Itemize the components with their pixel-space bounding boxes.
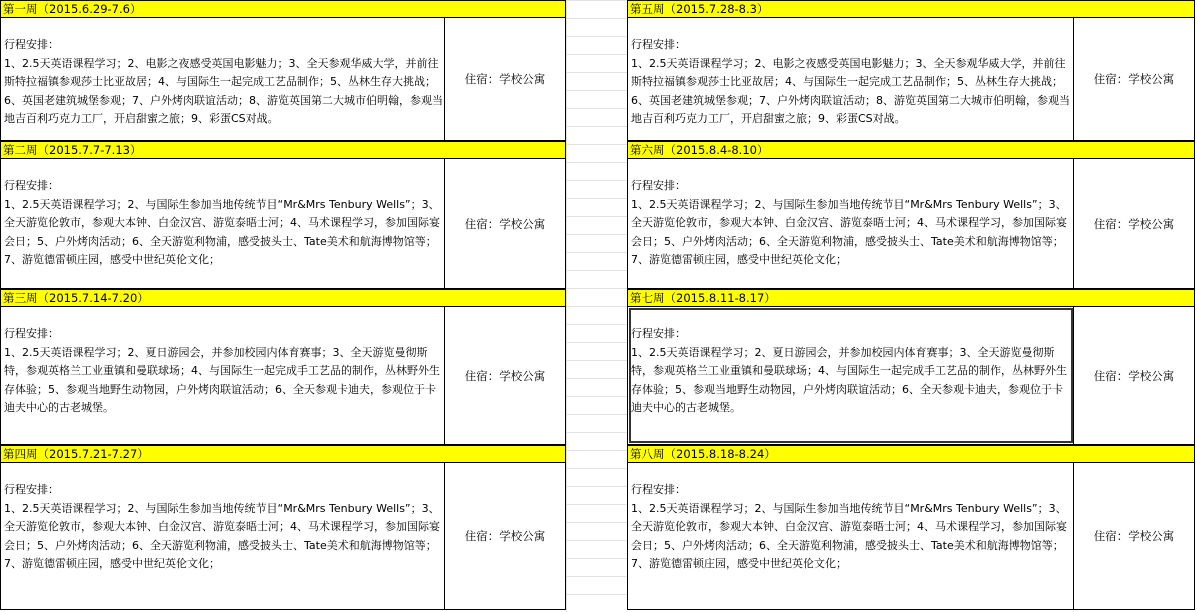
lodging-text: 住宿：学校公寓: [1093, 216, 1175, 231]
schedule-text: 1、2.5天英语课程学习；2、夏日游园会，并参加校园内体育赛事；3、全天游览曼彻斯特，参观英格兰工业重镇和曼联球场；4、与国际生一起完成手工艺品的制作，丛林野外生存体验；5、参观当地野生动物园，户外烤肉联谊活动；6、全天参观卡迪夫，参观位于卡迪夫中心的古老城堡。: [631, 345, 1067, 414]
week-block-4: [0, 445, 566, 610]
schedule-text: 1、2.5天英语课程学习；2、与国际生参加当地传统节目“Mr&Mrs Tenbury Wells”；3、全天游览伦敦市，参观大本钟、白金汉宫、游览泰晤士河；4、马术课程学习，参加国际宴会日；5、户外烤肉活动；6、全天游览利物浦，感受披头士、Tate美术和航海博物馆等；7、游览德雷顿庄园，感受中世纪英伦文化；: [4, 197, 440, 266]
schedule-text: 1、2.5天英语课程学习；2、与国际生参加当地传统节目“Mr&Mrs Tenbury Wells”；3、全天游览伦敦市，参观大本钟、白金汉宫、游览泰晤士河；4、马术课程学习，参加国际宴会日；5、户外烤肉活动；6、全天游览利物浦，感受披头士、Tate美术和航海博物馆等；7、游览德雷顿庄园，感受中世纪英伦文化；: [631, 501, 1067, 570]
lodging-cell[interactable]: [1074, 307, 1194, 444]
lodging-cell[interactable]: [1074, 463, 1194, 609]
schedule-text: 1、2.5天英语课程学习；2、电影之夜感受英国电影魅力；3、全天参观华威大学，并前往斯特拉福镇参观莎士比亚故居；4、与国际生一起完成工艺品制作；5、丛林生存大挑战；6、英国老建筑城堡参观；7、户外烤肉联谊活动；8、游览英国第二大城市伯明翰，参观当地吉百利巧克力工厂，开启甜蜜之旅；9、彩蛋CS对战。: [631, 56, 1070, 125]
schedule-cell-selected[interactable]: [628, 307, 1074, 444]
week-header[interactable]: 第八周（2015.8.18-8.24）: [627, 445, 1195, 462]
week-block-1: [0, 0, 566, 141]
schedule-text: 1、2.5天英语课程学习；2、与国际生参加当地传统节目“Mr&Mrs Tenbury Wells”；3、全天游览伦敦市，参观大本钟、白金汉宫、游览泰晤士河；4、马术课程学习，参加国际宴会日；5、户外烤肉活动；6、全天游览利物浦，感受披头士、Tate美术和航海博物馆等；7、游览德雷顿庄园，感受中世纪英伦文化；: [631, 197, 1067, 266]
lodging-text: 住宿：学校公寓: [1093, 529, 1175, 543]
week-header[interactable]: 第三周（2015.7.14-7.20）: [0, 289, 566, 306]
week-body: [0, 462, 566, 610]
schedule-cell[interactable]: [1, 307, 445, 444]
week-header[interactable]: 第六周（2015.8.4-8.10）: [627, 141, 1195, 158]
right-column: [627, 0, 1195, 610]
schedule-title: 行程安排：: [631, 179, 686, 192]
week-block-5: [627, 0, 1195, 141]
lodging-cell[interactable]: [1074, 18, 1194, 140]
week-header[interactable]: 第五周（2015.7.28-8.3）: [627, 0, 1195, 17]
lodging-cell[interactable]: [1074, 159, 1194, 288]
schedule-title: 行程安排：: [631, 483, 686, 496]
week-body: [0, 306, 566, 445]
schedule-title: 行程安排：: [4, 327, 59, 340]
spreadsheet-gridlines: [566, 0, 628, 612]
week-body: [627, 158, 1195, 289]
week-header[interactable]: 第七周（2015.8.11-8.17）: [627, 289, 1195, 306]
week-block-2: [0, 141, 566, 289]
week-body: [0, 158, 566, 289]
week-body: [627, 306, 1195, 445]
schedule-cell[interactable]: [1, 159, 445, 288]
schedule-title: 行程安排：: [4, 179, 59, 192]
lodging-cell[interactable]: [445, 159, 565, 288]
schedule-text: 1、2.5天英语课程学习；2、电影之夜感受英国电影魅力；3、全天参观华威大学，并前往斯特拉福镇参观莎士比亚故居；4、与国际生一起完成工艺品制作；5、丛林生存大挑战；6、英国老建筑城堡参观；7、户外烤肉联谊活动；8、游览英国第二大城市伯明翰，参观当地吉百利巧克力工厂，开启甜蜜之旅；9、彩蛋CS对战。: [4, 56, 443, 125]
week-block-3: [0, 289, 566, 445]
week-block-8: [627, 445, 1195, 610]
week-block-6: [627, 141, 1195, 289]
week-body: [0, 17, 566, 141]
lodging-text: 住宿：学校公寓: [464, 529, 546, 543]
lodging-cell[interactable]: [445, 463, 565, 609]
week-header[interactable]: 第二周（2015.7.7-7.13）: [0, 141, 566, 158]
lodging-cell[interactable]: [445, 307, 565, 444]
week-body: [627, 17, 1195, 141]
week-block-7: [627, 289, 1195, 445]
week-body: [627, 462, 1195, 610]
left-column: [0, 0, 566, 610]
schedule-title: 行程安排：: [4, 483, 59, 496]
lodging-text: 住宿：学校公寓: [464, 72, 546, 86]
schedule-cell[interactable]: [1, 18, 445, 140]
lodging-text: 住宿：学校公寓: [464, 216, 546, 231]
lodging-text: 住宿：学校公寓: [1093, 72, 1175, 86]
schedule-title: 行程安排：: [4, 38, 59, 51]
schedule-cell[interactable]: [628, 463, 1074, 609]
schedule-title: 行程安排：: [631, 38, 686, 51]
schedule-cell[interactable]: [1, 463, 445, 609]
schedule-text: 1、2.5天英语课程学习；2、夏日游园会，并参加校园内体育赛事；3、全天游览曼彻斯特，参观英格兰工业重镇和曼联球场；4、与国际生一起完成手工艺品的制作，丛林野外生存体验；5、参观当地野生动物园，户外烤肉联谊活动；6、全天参观卡迪夫，参观位于卡迪夫中心的古老城堡。: [4, 345, 440, 414]
schedule-cell[interactable]: [628, 18, 1074, 140]
lodging-text: 住宿：学校公寓: [464, 368, 546, 383]
schedule-text: 1、2.5天英语课程学习；2、与国际生参加当地传统节目“Mr&Mrs Tenbury Wells”；3、全天游览伦敦市，参观大本钟、白金汉宫、游览泰晤士河；4、马术课程学习，参加国际宴会日；5、户外烤肉活动；6、全天游览利物浦，感受披头士、Tate美术和航海博物馆等；7、游览德雷顿庄园，感受中世纪英伦文化；: [4, 501, 440, 570]
lodging-text: 住宿：学校公寓: [1093, 368, 1175, 383]
schedule-title: 行程安排：: [631, 327, 686, 340]
week-header[interactable]: 第一周（2015.6.29-7.6）: [0, 0, 566, 17]
schedule-cell[interactable]: [628, 159, 1074, 288]
week-header[interactable]: 第四周（2015.7.21-7.27）: [0, 445, 566, 462]
lodging-cell[interactable]: [445, 18, 565, 140]
